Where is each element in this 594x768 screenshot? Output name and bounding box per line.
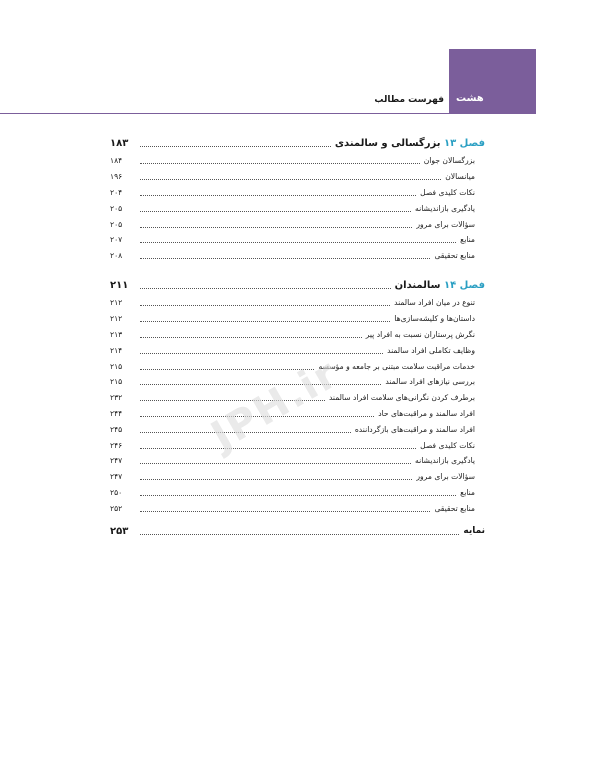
toc-entry[interactable]	[110, 153, 485, 169]
chapter-14-page: ۲۱۱	[110, 279, 129, 291]
toc-entry[interactable]	[110, 437, 485, 453]
toc-entry-page: ۲۴۷	[110, 472, 123, 482]
toc-entry[interactable]	[110, 311, 485, 327]
toc-entry-page: ۲۰۴	[110, 187, 123, 197]
header-rule	[0, 113, 536, 114]
toc-entry[interactable]	[110, 185, 485, 201]
toc-entry-label: افراد سالمند و مراقبت‌های بازگرداننده	[354, 424, 475, 434]
chapter-14-prefix: فصل ۱۴	[443, 279, 485, 291]
toc-entry[interactable]	[110, 169, 485, 185]
chapter-14-section	[110, 275, 485, 516]
toc-entry-label: سؤالات برای مرور	[416, 219, 475, 229]
toc-entry-label: نکات کلیدی فصل	[420, 440, 475, 450]
toc-entry-label: برطرف کردن نگرانی‌های سلامت افراد سالمند	[328, 393, 475, 403]
dot-leader	[140, 353, 383, 354]
toc-entry[interactable]	[110, 216, 485, 232]
toc-entry[interactable]	[110, 374, 485, 390]
toc-entry-label: خدمات مراقبت سلامت مبتنی بر جامعه و مؤسسه	[318, 361, 475, 371]
toc-entry[interactable]	[110, 342, 485, 358]
toc-entry-label: سؤالات برای مرور	[416, 472, 475, 482]
dot-leader	[140, 179, 441, 180]
dot-leader	[140, 227, 412, 228]
index-label: نمایه	[463, 526, 485, 536]
chapter-13-page: ۱۸۳	[110, 137, 129, 149]
toc-entry-page: ۱۸۴	[110, 156, 123, 166]
index-section	[110, 521, 485, 541]
toc-entry-page: ۲۰۷	[110, 235, 123, 245]
toc-entry[interactable]	[110, 358, 485, 374]
chapter-13-prefix: فصل ۱۳	[443, 137, 485, 149]
toc-entry[interactable]	[110, 200, 485, 216]
toc-entry-label: نگرش پرستاران نسبت به افراد پیر	[365, 329, 475, 339]
dot-leader	[140, 195, 416, 196]
toc-entry[interactable]	[110, 390, 485, 406]
toc-entry-label: افراد سالمند و مراقبت‌های حاد	[378, 408, 475, 418]
toc-entry[interactable]	[110, 453, 485, 469]
dot-leader	[140, 163, 420, 164]
toc-entry-page: ۲۰۵	[110, 203, 123, 213]
toc-entry-page: ۲۱۲	[110, 314, 123, 324]
chapter-14-heading[interactable]	[110, 275, 485, 295]
index-page: ۲۵۳	[110, 525, 129, 537]
dot-leader	[140, 432, 351, 433]
toc-entry-page: ۲۴۵	[110, 424, 123, 434]
dot-leader	[140, 369, 314, 370]
toc-entry-label: منابع تحقیقی	[434, 503, 475, 513]
toc-entry-label: داستان‌ها و کلیشه‌سازی‌ها	[394, 314, 475, 324]
toc-entry-page: ۲۴۴	[110, 408, 123, 418]
dot-leader	[140, 211, 411, 212]
dot-leader	[140, 288, 391, 289]
toc-entry-label: وظایف تکاملی افراد سالمند	[387, 345, 475, 355]
toc-entry-label: منابع	[460, 235, 475, 245]
toc-entry[interactable]	[110, 469, 485, 485]
toc-entry-page: ۱۹۶	[110, 172, 123, 182]
toc-entry[interactable]	[110, 406, 485, 422]
toc-entry[interactable]	[110, 232, 485, 248]
toc-entry-label: منابع	[460, 487, 475, 497]
toc-entry-label: منابع تحقیقی	[434, 251, 475, 261]
toc-entry[interactable]	[110, 500, 485, 516]
dot-leader	[140, 321, 390, 322]
toc-entry-page: ۲۱۲	[110, 298, 123, 308]
toc-entry-page: ۲۰۸	[110, 251, 123, 261]
dot-leader	[140, 479, 412, 480]
dot-leader	[140, 384, 381, 385]
toc-entry-page: ۲۴۶	[110, 440, 123, 450]
header-title: فهرست مطالب	[374, 95, 444, 105]
toc-entry-label: یادگیری بازاندیشانه	[415, 456, 475, 466]
toc-entry-page: ۲۱۵	[110, 361, 123, 371]
dot-leader	[140, 258, 430, 259]
dot-leader	[140, 242, 456, 243]
header-page-number: هشت	[456, 93, 484, 104]
chapter-14-title: سالمندان	[394, 279, 441, 291]
dot-leader	[140, 511, 430, 512]
toc-entry[interactable]	[110, 421, 485, 437]
chapter-13-section	[110, 133, 485, 264]
toc-entry[interactable]	[110, 485, 485, 501]
toc-entry-label: نکات کلیدی فصل	[420, 187, 475, 197]
toc-entry-page: ۲۵۲	[110, 503, 123, 513]
toc-entry-page: ۲۳۲	[110, 393, 123, 403]
toc-entry-page: ۲۴۷	[110, 456, 123, 466]
toc-entry-label: میانسالان	[445, 172, 475, 182]
toc-entry[interactable]	[110, 295, 485, 311]
toc-entry-label: بررسی نیازهای افراد سالمند	[385, 377, 475, 387]
dot-leader	[140, 495, 456, 496]
dot-leader	[140, 448, 416, 449]
toc-entry[interactable]	[110, 248, 485, 264]
dot-leader	[140, 305, 390, 306]
dot-leader	[140, 146, 331, 147]
dot-leader	[140, 534, 459, 535]
toc-entry-label: تنوع در میان افراد سالمند	[394, 298, 475, 308]
index-entry[interactable]	[110, 521, 485, 541]
toc-entry-page: ۲۵۰	[110, 487, 123, 497]
watermark: JPH.ir	[203, 350, 347, 460]
dot-leader	[140, 416, 374, 417]
toc-entry[interactable]	[110, 327, 485, 343]
dot-leader	[140, 463, 411, 464]
toc-entry-page: ۲۱۵	[110, 377, 123, 387]
toc-entry-page: ۲۱۴	[110, 345, 123, 355]
dot-leader	[140, 400, 325, 401]
chapter-13-title: بزرگسالی و سالمندی	[334, 137, 441, 149]
chapter-13-heading[interactable]	[110, 133, 485, 153]
toc-entry-label: بزرگسالان جوان	[423, 156, 475, 166]
dot-leader	[140, 337, 362, 338]
toc-entry-page: ۲۰۵	[110, 219, 123, 229]
toc-entry-page: ۲۱۳	[110, 329, 123, 339]
toc-entry-label: یادگیری بازاندیشانه	[415, 203, 475, 213]
